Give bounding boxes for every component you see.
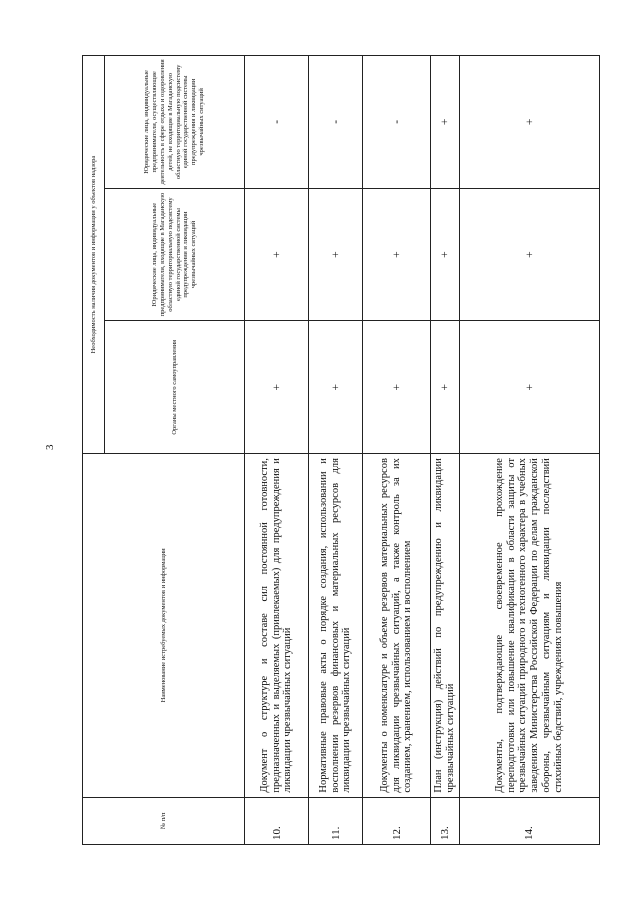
header-legal-entities-child-recreation: Юридические лица, индивидуальные предприниматели, осуществляющие деятельность в сфере отдыха и оздоровления детей, не входящие в Магаданскую областную территориальную подсистему единой государственной системы предупреждения и ликвидации чрезвычайных ситуаций	[105, 56, 245, 189]
row-document-name: Нормативные правовые акты о порядке создания, использовании и восполнении резервов финансовых и материальных ресурсов для ликвидации чрезвычайных ситуаций	[309, 454, 363, 798]
header-local-government: Органы местного самоуправления	[105, 321, 245, 454]
table-row	[431, 56, 460, 845]
row-number: 13.	[431, 797, 460, 844]
row-value-local-government: +	[309, 321, 363, 454]
header-num: № п/п	[83, 797, 245, 844]
header-legal-entities-in-subsystem: Юридические лица, индивидуальные предприниматели, входящие в Магаданскую областную территориальную подсистему единой государственной системы предупреждения и ликвидации чрезвычайных ситуаций	[105, 188, 245, 321]
row-value-child-recreation: +	[459, 56, 599, 189]
row-value-child-recreation: -	[245, 56, 309, 189]
row-value-child-recreation: +	[431, 56, 460, 189]
header-name: Наименование истребуемых документов и информации	[83, 454, 245, 798]
row-document-name: Документ о структуре и составе сил постоянной готовности, предназначенных и выделяемых (привлекаемых) для предупреждения и ликвидации чрезвычайных ситуаций	[245, 454, 309, 798]
row-value-subsystem: +	[431, 188, 460, 321]
row-value-child-recreation: -	[363, 56, 431, 189]
row-value-local-government: +	[431, 321, 460, 454]
row-value-local-government: +	[245, 321, 309, 454]
requirements-table-container	[82, 55, 596, 845]
table-row	[245, 56, 309, 845]
header-group: Необходимость наличия документов и информации у объектов надзора	[83, 56, 105, 454]
table-row	[459, 56, 599, 845]
row-number: 12.	[363, 797, 431, 844]
requirements-table	[82, 55, 600, 845]
table-row	[309, 56, 363, 845]
row-document-name: Документы о номенклатуре и объеме резервов материальных ресурсов для ликвидации чрезвычайных ситуаций, а также контроль за их созданием, хранением, использованием и восполнением	[363, 454, 431, 798]
row-document-name: Документы, подтверждающие своевременное прохождение переподготовки или повышение квалификации в области защиты от чрезвычайных ситуаций природного и техногенного характера в учебных заведениях Министерства Российской Федерации по делам гражданской обороны, чрезвычайным ситуациям и ликвидации последствий стихийных бедствий, учреждениях повышения	[459, 454, 599, 798]
row-value-subsystem: +	[363, 188, 431, 321]
row-number: 14.	[459, 797, 599, 844]
table-row	[363, 56, 431, 845]
page-number: 3	[44, 444, 56, 450]
row-value-child-recreation: -	[309, 56, 363, 189]
row-value-subsystem: +	[459, 188, 599, 321]
row-value-subsystem: +	[245, 188, 309, 321]
row-value-local-government: +	[363, 321, 431, 454]
row-number: 10.	[245, 797, 309, 844]
row-document-name: План (инструкция) действий по предупреждению и ликвидации чрезвычайных ситуаций	[431, 454, 460, 798]
row-value-local-government: +	[459, 321, 599, 454]
row-value-subsystem: +	[309, 188, 363, 321]
row-number: 11.	[309, 797, 363, 844]
